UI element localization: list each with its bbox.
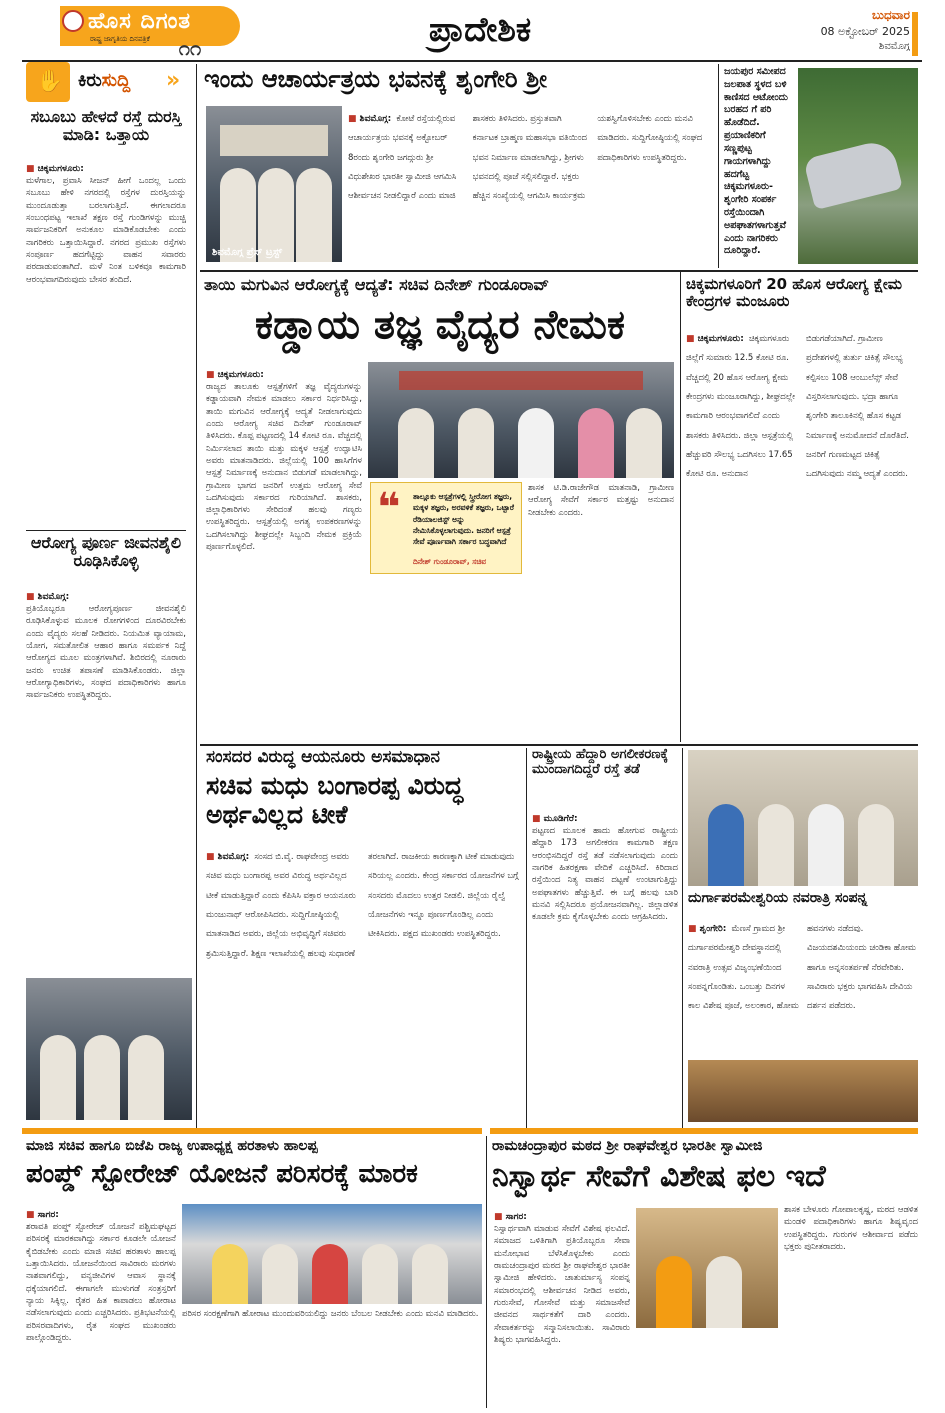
bottom-left-headline[interactable]: ಪಂಪ್ಡ್ ಸ್ಟೋರೇಜ್ ಯೋಜನೆ ಪರಿಸರಕ್ಕೆ ಮಾರಕ [26, 1160, 418, 1189]
madhu-headline[interactable]: ಸಚಿವ ಮಧು ಬಂಗಾರಪ್ಪ ವಿರುದ್ಧ ಅರ್ಥವಿಲ್ಲದ ಟೀಕೆ [206, 772, 464, 829]
dateline: ■ ಶಿವಮೊಗ್ಗ: [26, 592, 69, 602]
dateline: ■ ಚಿಕ್ಕಮಗಳೂರು: [26, 164, 84, 174]
kiru-suffix: ಸುದ್ದಿ [101, 70, 131, 91]
dateline: ■ ಸಾಗರ: [26, 1210, 59, 1220]
quote-card [370, 482, 522, 574]
column-divider [718, 64, 719, 268]
bottom-rule-left [22, 1128, 482, 1134]
edition-city: ಶಿವಮೊಗ್ಗ [878, 41, 910, 52]
quote-attribution: ದಿನೇಶ್ ಗುಂಡೂರಾವ್, ಸಚಿವ [413, 557, 487, 566]
chevron-right-icon: » [166, 68, 181, 93]
highway-headline[interactable]: ರಾಷ್ಟ್ರೀಯ ಹೆದ್ದಾರಿ ಅಗಲೀಕರಣಕ್ಕೆ ಮುಂದಾಗದಿದ್ದರೆ ರಸ್ತೆ ತಡೆ [532, 748, 669, 777]
bottom-left-body-continued: ಪರಿಸರ ಸಂರಕ್ಷಣೆಗಾಗಿ ಹೋರಾಟ ಮುಂದುವರಿಯಲಿದ್ದು ಜನರು ಬೆಂಬಲ ನೀಡಬೇಕು ಎಂದು ಮನವಿ ಮಾಡಿದರು. [182, 1309, 479, 1319]
protest-photo [182, 1204, 482, 1304]
hand-icon: ✋ [26, 62, 70, 102]
col1-story2-headline[interactable]: ಆರೋಗ್ಯ ಪೂರ್ಣ ಜೀವನಶೈಲಿ ರೂಢಿಸಿಕೊಳ್ಳಿ [30, 534, 182, 571]
lead-body-col3: ಶಾಸಕ ಟಿ.ಡಿ.ರಾಜೇಗೌಡ ಮಾತನಾಡಿ, ಗ್ರಾಮೀಣ ಆರೋಗ್ಯ ಸೇವೆಗೆ ಸರ್ಕಾರ ಮತ್ತಷ್ಟು ಅನುದಾನ ನೀಡಬೇಕು ಎಂದರು. [528, 483, 674, 518]
issue-date: 08 ಅಕ್ಟೋಬರ್ 2025 [820, 25, 910, 38]
durga-felicitation-photo [688, 750, 918, 886]
side-brief[interactable]: ಜಯಪುರ ಸಮೀಪದ ಜಲಪಾತ ಸ್ಥಳದ ಬಳಿ ಕಾಣಿಸದ ಆಟೋಂದು ಬರಹದ ಗೆ ಪರಿ ಹೊಡೆದಿದೆ. ಪ್ರಯಾಣಿಕರಿಗೆ ಸಣ್ಣಪುಟ್ಟ ಗಾಯಗಳಾಗಿದ್ದು ಹದಗೆಟ್ಟ ಚಿಕ್ಕಮಗಳೂರು-ಶೃಂಗೇರಿ ಸಂಪರ್ಕ ರಸ್ತೆಯಿಂದಾಗಿ ಅಪಘಾತಗಳಾಗುತ್ತವೆ ಎಂದು ನಾಗರಿಕರು ದೂರಿದ್ದಾರೆ. [724, 66, 788, 257]
weekday: ಬುಧವಾರ [872, 8, 910, 22]
column-divider [486, 1136, 487, 1408]
bottom-right-body-continued: ಶಾಸಕ ಬೇಳೂರು ಗೋಪಾಲಕೃಷ್ಣ, ಮಠದ ಆಡಳಿತ ಮಂಡಳಿ ಪದಾಧಿಕಾರಿಗಳು ಹಾಗೂ ಶಿಷ್ಯವೃಂದ ಉಪಸ್ಥಿತರಿದ್ದರು. ಗುರುಗಳ ಆಶೀರ್ವಾದ ಪಡೆದು ಭಕ್ತರು ಪುನೀತರಾದರು. [784, 1205, 918, 1252]
column-divider [682, 748, 683, 1128]
health-camp-photo [26, 978, 192, 1120]
top-story-body: ■ ಶಿವಮೊಗ್ಗ: ಕೋಟೆ ರಸ್ತೆಯಲ್ಲಿರುವ ಆಚಾರ್ಯತ್ರಯ ಭವನಕ್ಕೆ ಅಕ್ಟೋಬರ್ 8ರಂದು ಶೃಂಗೇರಿ ಜಗದ್ಗುರು ಶ್ರೀ ವಿಧುಶೇಖರ ಭಾರತೀ ಸ್ವಾಮೀಜಿ ಆಗಮಿಸಿ ಆಶೀರ್ವಚನ ನೀಡಲಿದ್ದಾರೆ ಎಂದು ಮಾಜಿ ಶಾಸಕರು ತಿಳಿಸಿದರು. ಪ್ರಸ್ತುತವಾಗಿ ಕರ್ನಾಟಕ ಬ್ರಾಹ್ಮಣ ಮಹಾಸಭಾ ವತಿಯಿಂದ ಭವನ ನಿರ್ಮಾಣ ಮಾಡಲಾಗಿದ್ದು, ಶ್ರೀಗಳು ಭವನದಲ್ಲಿ ಪೂಜೆ ಸಲ್ಲಿಸಲಿದ್ದಾರೆ. ಭಕ್ತರು ಹೆಚ್ಚಿನ ಸಂಖ್ಯೆಯಲ್ಲಿ ಆಗಮಿಸಿ ಕಾರ್ಯಕ್ರಮ ಯಶಸ್ವಿಗೊಳಿಸಬೇಕು ಎಂದು ಮನವಿ ಮಾಡಿದರು. ಸುದ್ದಿಗೋಷ್ಠಿಯಲ್ಲಿ ಸಂಘದ ಪದಾಧಿಕಾರಿಗಳು ಉಪಸ್ಥಿತರಿದ್ದರು. [348, 106, 714, 264]
lead-kicker: ತಾಯಿ ಮಗುವಿನ ಆರೋಗ್ಯಕ್ಕೆ ಆದ್ಯತೆ: ಸಚಿವ ದಿನೇಶ್ ಗುಂಡೂರಾವ್ [204, 276, 549, 294]
right-story-body: ■ ಚಿಕ್ಕಮಗಳೂರು: ಚಿಕ್ಕಮಗಳೂರು ಜಿಲ್ಲೆಗೆ ಸುಮಾರು 12.5 ಕೋಟಿ ರೂ. ವೆಚ್ಚದಲ್ಲಿ 20 ಹೊಸ ಆರೋಗ್ಯ ಕ್ಷೇಮ ಕೇಂದ್ರಗಳು ಮಂಜೂರಾಗಿದ್ದು, ಶೀಘ್ರದಲ್ಲೇ ಕಾಮಗಾರಿ ಆರಂಭವಾಗಲಿದೆ ಎಂದು ಶಾಸಕರು ತಿಳಿಸಿದರು. ಜಿಲ್ಲಾ ಆಸ್ಪತ್ರೆಯಲ್ಲಿ ಹೆಚ್ಚುವರಿ ಸೌಲಭ್ಯ ಒದಗಿಸಲು 17.65 ಕೋಟಿ ರೂ. ಅನುದಾನ ಬಿಡುಗಡೆಯಾಗಿದೆ. ಗ್ರಾಮೀಣ ಪ್ರದೇಶಗಳಲ್ಲಿ ತುರ್ತು ಚಿಕಿತ್ಸೆ ಸೌಲಭ್ಯ ಕಲ್ಪಿಸಲು 108 ಆಂಬುಲೆನ್ಸ್ ಸೇವೆ ವಿಸ್ತರಿಸಲಾಗುವುದು. ಭದ್ರಾ ಹಾಗೂ ಶೃಂಗೇರಿ ತಾಲೂಕಿನಲ್ಲಿ ಹೊಸ ಕಟ್ಟಡ ನಿರ್ಮಾಣಕ್ಕೆ ಅನುಮೋದನೆ ದೊರೆತಿದೆ. ಜನರಿಗೆ ಗುಣಮಟ್ಟದ ಚಿಕಿತ್ಸೆ ಒದಗಿಸುವುದು ನಮ್ಮ ಆದ್ಯತೆ ಎಂದರು. [686, 326, 918, 736]
kiru-suddi-badge [26, 62, 186, 102]
press-meet-photo [206, 106, 342, 262]
column-divider [526, 748, 527, 1128]
dateline: ■ ಚಿಕ್ಕಮಗಳೂರು: [686, 334, 744, 344]
page-number: ೧೧ [178, 36, 202, 58]
dateline: ■ ಶೃಂಗೇರಿ: [688, 924, 726, 934]
quote-text: ತಾಲ್ಲೂಕು ಆಸ್ಪತ್ರೆಗಳಲ್ಲಿ ಸ್ತ್ರೀರೋಗ ತಜ್ಞರು, ಮಕ್ಕಳ ತಜ್ಞರು, ಅರವಳಿಕೆ ತಜ್ಞರು, ಒಟ್ಟಾರೆ ರೆಡಿಯಾಲಜಿಸ್ಟ್ ಅನ್ನು ನೇಮಿಸಿಕೊಳ್ಳಲಾಗುವುದು. ಜನರಿಗೆ ಆಸ್ಪತ್ರೆ ಸೇವೆ ಪೂರ್ಣವಾಗಿ ಸರ್ಕಾರ ಬದ್ಧವಾಗಿದೆ [413, 492, 514, 546]
masthead-name: ಹೊಸ ದಿಗಂತ [88, 9, 192, 34]
bottom-left-kicker: ಮಾಜಿ ಸಚಿವ ಹಾಗೂ ಬಿಜೆಪಿ ರಾಜ್ಯ ಉಪಾಧ್ಯಕ್ಷ ಹರತಾಳು ಹಾಲಪ್ಪ [26, 1138, 318, 1154]
col1-story1-headline[interactable]: ಸಬೂಬು ಹೇಳದೆ ರಸ್ತೆ ದುರಸ್ತಿ ಮಾಡಿ: ಒತ್ತಾಯ [30, 108, 182, 145]
col1-story1-body: ■ ಚಿಕ್ಕಮಗಳೂರು: ಮಳೆಗಾಲ, ಪ್ರವಾಸಿ ಸೀಜನ್ ಹೀಗೆ ಒಂದಲ್ಲ ಒಂದು ಸಬೂಬು ಹೇಳಿ ನಗರದಲ್ಲಿ ರಸ್ತೆಗಳ ದುರಸ್ತಿಯನ್ನು ಮುಂದೂಡುತ್ತಾ ಬರಲಾಗುತ್ತಿದೆ. ಈಗಲಾದರೂ ಸಂಬಂಧಪಟ್ಟ ಇಲಾಖೆ ತಕ್ಷಣ ರಸ್ತೆ ಗುಂಡಿಗಳನ್ನು ಮುಚ್ಚಿ ಸಾರ್ವಜನಿಕರಿಗೆ ಅನುಕೂಲ ಮಾಡಿಕೊಡಬೇಕು ಎಂದು ನಾಗರಿಕರು ಒತ್ತಾಯಿಸಿದ್ದಾರೆ. ನಗರದ ಪ್ರಮುಖ ರಸ್ತೆಗಳು ಸಂಪೂರ್ಣ ಹದಗೆಟ್ಟಿದ್ದು ವಾಹನ ಸವಾರರು ಪರದಾಡುವಂತಾಗಿದೆ. ಮಳೆ ನಿಂತ ಬಳಿಕವೂ ಕಾಮಗಾರಿ ಆರಂಭವಾಗದಿರುವುದು ಬೇಸರ ತಂದಿದೆ. [26, 156, 186, 526]
divider [26, 530, 186, 531]
section-title: ಪ್ರಾದೇಶಿಕ [428, 10, 532, 50]
kiru-prefix: ಕಿರು [78, 70, 102, 91]
dateline: ■ ಮೂಡಿಗೆರೆ: [532, 814, 578, 824]
lead-headline[interactable]: ಕಡ್ಡಾಯ ತಜ್ಞ ವೈದ್ಯರ ನೇಮಕ [255, 302, 625, 348]
durga-body: ■ ಶೃಂಗೇರಿ: ಮೆಣಸೆ ಗ್ರಾಮದ ಶ್ರೀ ದುರ್ಗಾಪರಮೇಶ್ವರಿ ದೇವಸ್ಥಾನದಲ್ಲಿ ನವರಾತ್ರಿ ಉತ್ಸವ ವಿಜೃಂಭಣೆಯಿಂದ ಸಂಪನ್ನಗೊಂಡಿತು. ಒಂಬತ್ತು ದಿನಗಳ ಕಾಲ ವಿಶೇಷ ಪೂಜೆ, ಅಲಂಕಾರ, ಹೋಮ ಹವನಗಳು ನಡೆದವು. ವಿಜಯದಶಮಿಯಂದು ಚಂಡಿಕಾ ಹೋಮ ಹಾಗೂ ಅನ್ನಸಂತರ್ಪಣೆ ನೆರವೇರಿತು. ಸಾವಿರಾರು ಭಕ್ತರು ಭಾಗವಹಿಸಿ ದೇವಿಯ ದರ್ಶನ ಪಡೆದರು. [688, 916, 918, 1056]
hospital-inauguration-photo [368, 362, 674, 478]
temple-ritual-photo [688, 1060, 918, 1122]
bottom-right-headline[interactable]: ನಿಸ್ವಾರ್ಥ ಸೇವೆಗೆ ವಿಶೇಷ ಫಲ ಇದೆ [492, 1160, 826, 1194]
dateline: ■ ಶಿವಮೊಗ್ಗ: [206, 852, 249, 862]
date-accent-bar [912, 12, 918, 56]
swamiji-photo [636, 1208, 778, 1328]
bottom-right-kicker: ರಾಮಚಂದ್ರಾಪುರ ಮಠದ ಶ್ರೀ ರಾಘವೇಶ್ವರ ಭಾರತೀ ಸ್ವಾಮೀಜಿ [492, 1138, 763, 1154]
quote-mark-icon: ❝ [377, 485, 401, 531]
dateline: ■ ಚಿಕ್ಕಮಗಳೂರು: [206, 370, 264, 380]
date-box [770, 8, 910, 60]
lamp-logo-icon [62, 10, 84, 32]
madhu-body: ■ ಶಿವಮೊಗ್ಗ: ಸಂಸದ ಬಿ.ವೈ. ರಾಘವೇಂದ್ರ ಅವರು ಸಚಿವ ಮಧು ಬಂಗಾರಪ್ಪ ಅವರ ವಿರುದ್ಧ ಅರ್ಥವಿಲ್ಲದ ಟೀಕೆ ಮಾಡುತ್ತಿದ್ದಾರೆ ಎಂದು ಕೆಪಿಸಿಸಿ ವಕ್ತಾರ ಆಯನೂರು ಮಂಜುನಾಥ್ ಆರೋಪಿಸಿದರು. ಸುದ್ದಿಗೋಷ್ಠಿಯಲ್ಲಿ ಮಾತನಾಡಿದ ಅವರು, ಜಿಲ್ಲೆಯ ಅಭಿವೃದ್ಧಿಗೆ ಸಚಿವರು ಶ್ರಮಿಸುತ್ತಿದ್ದಾರೆ. ಶಿಕ್ಷಣ ಇಲಾಖೆಯಲ್ಲಿ ಹಲವು ಸುಧಾರಣೆ ತರಲಾಗಿದೆ. ರಾಜಕೀಯ ಕಾರಣಕ್ಕಾಗಿ ಟೀಕೆ ಮಾಡುವುದು ಸರಿಯಲ್ಲ ಎಂದರು. ಕೇಂದ್ರ ಸರ್ಕಾರದ ಯೋಜನೆಗಳ ಬಗ್ಗೆ ಸಂಸದರು ಮೊದಲು ಉತ್ತರ ನೀಡಲಿ. ಜಿಲ್ಲೆಯ ರೈಲ್ವೆ ಯೋಜನೆಗಳು ಇನ್ನೂ ಪೂರ್ಣಗೊಂಡಿಲ್ಲ ಎಂದು ಟೀಕಿಸಿದರು. ಪಕ್ಷದ ಮುಖಂಡರು ಉಪಸ್ಥಿತರಿದ್ದರು. [206, 844, 522, 1126]
masthead-tagline: ರಾಷ್ಟ್ರ ಜಾಗೃತಿಯ ದಿನಪತ್ರಿಕೆ [90, 35, 150, 43]
column-divider [680, 272, 681, 742]
bottom-left-body: ■ ಸಾಗರ: ಶರಾವತಿ ಪಂಪ್ಡ್ ಸ್ಟೋರೇಜ್ ಯೋಜನೆ ಪಶ್ಚಿಮಘಟ್ಟದ ಪರಿಸರಕ್ಕೆ ಮಾರಕವಾಗಿದ್ದು ಸರ್ಕಾರ ಕೂಡಲೇ ಯೋಜನೆ ಕೈಬಿಡಬೇಕು ಎಂದು ಮಾಜಿ ಸಚಿವ ಹರತಾಳು ಹಾಲಪ್ಪ ಒತ್ತಾಯಿಸಿದರು. ಯೋಜನೆಯಿಂದ ಸಾವಿರಾರು ಮರಗಳು ನಾಶವಾಗಲಿದ್ದು, ವನ್ಯಜೀವಿಗಳ ಆವಾಸ ಸ್ಥಾನಕ್ಕೆ ಧಕ್ಕೆಯಾಗಲಿದೆ. ಈಗಾಗಲೇ ಮುಳುಗಡೆ ಸಂತ್ರಸ್ತರಿಗೆ ನ್ಯಾಯ ಸಿಕ್ಕಿಲ್ಲ. ರೈತರ ಹಿತ ಕಾಪಾಡಲು ಹೋರಾಟ ನಡೆಸಲಾಗುವುದು ಎಂದು ಎಚ್ಚರಿಸಿದರು. ಪ್ರತಿಭಟನೆಯಲ್ಲಿ ಪರಿಸರವಾದಿಗಳು, ರೈತ ಸಂಘದ ಮುಖಂಡರು ಪಾಲ್ಗೊಂಡಿದ್ದರು. [26, 1202, 176, 1408]
section-rule [200, 270, 918, 272]
dateline: ■ ಸಾಗರ: [494, 1212, 527, 1222]
madhu-kicker: ಸಂಸದರ ವಿರುದ್ಧ ಆಯನೂರು ಅಸಮಾಧಾನ [206, 748, 440, 767]
top-story-headline[interactable]: ಇಂದು ಆಚಾರ್ಯತ್ರಯ ಭವನಕ್ಕೆ ಶೃಂಗೇರಿ ಶ್ರೀ [204, 66, 548, 93]
durga-headline[interactable]: ದುರ್ಗಾಪರಮೇಶ್ವರಿಯ ನವರಾತ್ರಿ ಸಂಪನ್ನ [688, 890, 868, 906]
dateline: ■ ಶಿವಮೊಗ್ಗ: [348, 114, 391, 124]
bottom-right-body: ■ ಸಾಗರ: ನಿಸ್ವಾರ್ಥವಾಗಿ ಮಾಡುವ ಸೇವೆಗೆ ವಿಶೇಷ ಫಲವಿದೆ. ಸಮಾಜದ ಒಳಿತಿಗಾಗಿ ಪ್ರತಿಯೊಬ್ಬರೂ ಸೇವಾ ಮನೋಭಾವ ಬೆಳೆಸಿಕೊಳ್ಳಬೇಕು ಎಂದು ರಾಮಚಂದ್ರಾಪುರ ಮಠದ ಶ್ರೀ ರಾಘವೇಶ್ವರ ಭಾರತೀ ಸ್ವಾಮೀಜಿ ಹೇಳಿದರು. ಚಾತುರ್ಮಾಸ್ಯ ಸಂಪನ್ನ ಸಮಾರಂಭದಲ್ಲಿ ಆಶೀರ್ವಚನ ನೀಡಿದ ಅವರು, ಗುರುಸೇವೆ, ಗೋಸೇವೆ ಮತ್ತು ಸಮಾಜಸೇವೆ ಜೀವನದ ಸಾರ್ಥಕತೆಗೆ ದಾರಿ ಎಂದರು. ಸೇವಾಕರ್ತರನ್ನು ಸನ್ಮಾನಿಸಲಾಯಿತು. ಸಾವಿರಾರು ಶಿಷ್ಯರು ಭಾಗವಹಿಸಿದ್ದರು. [494, 1204, 630, 1408]
photo-caption: ಶಿವಮೊಗ್ಗ ಪ್ರೆಸ್ ಟ್ರಸ್ಟ್ [212, 247, 283, 258]
lead-body-col1: ■ ಚಿಕ್ಕಮಗಳೂರು: ರಾಜ್ಯದ ತಾಲೂಕು ಆಸ್ಪತ್ರೆಗಳಿಗೆ ತಜ್ಞ ವೈದ್ಯರುಗಳನ್ನು ಕಡ್ಡಾಯವಾಗಿ ನೇಮಕ ಮಾಡಲು ಸರ್ಕಾರ ನಿರ್ಧರಿಸಿದ್ದು, ತಾಯಿ ಮಗುವಿನ ಆರೋಗ್ಯಕ್ಕೆ ಆದ್ಯತೆ ನೀಡಲಾಗುವುದು ಎಂದು ಆರೋಗ್ಯ ಸಚಿವ ದಿನೇಶ್ ಗುಂಡೂರಾವ್ ತಿಳಿಸಿದರು. ಕೊಪ್ಪ ಪಟ್ಟಣದಲ್ಲಿ 14 ಕೋಟಿ ರೂ. ವೆಚ್ಚದಲ್ಲಿ ನಿರ್ಮಿಸಲಾದ ತಾಯಿ ಮತ್ತು ಮಕ್ಕಳ ಆಸ್ಪತ್ರೆ ಉದ್ಘಾಟಿಸಿ ಅವರು ಮಾತನಾಡಿದರು. ಜಿಲ್ಲೆಯಲ್ಲಿ 100 ಹಾಸಿಗೆಗಳ ಆಸ್ಪತ್ರೆ ನಿರ್ಮಾಣಕ್ಕೆ ಅನುದಾನ ಬಿಡುಗಡೆ ಮಾಡಲಾಗಿದ್ದು, ಗ್ರಾಮೀಣ ಭಾಗದ ಜನರಿಗೆ ಉತ್ತಮ ಆರೋಗ್ಯ ಸೇವೆ ಒದಗಿಸುವುದು ಸರ್ಕಾರದ ಗುರಿಯಾಗಿದೆ. ಶಾಸಕರು, ಜಿಲ್ಲಾಧಿಕಾರಿಗಳು ಸೇರಿದಂತೆ ಹಲವು ಗಣ್ಯರು ಉಪಸ್ಥಿತರಿದ್ದರು. ಆಸ್ಪತ್ರೆಯಲ್ಲಿ ಅಗತ್ಯ ಉಪಕರಣಗಳನ್ನು ಒದಗಿಸಲಾಗಿದ್ದು ಶೀಘ್ರದಲ್ಲೇ ಸಿಬ್ಬಂದಿ ನೇಮಕ ಪ್ರಕ್ರಿಯೆ ಪೂರ್ಣಗೊಳ್ಳಲಿದೆ. [206, 362, 362, 762]
col1-story2-body: ■ ಶಿವಮೊಗ್ಗ: ಪ್ರತಿಯೊಬ್ಬರೂ ಆರೋಗ್ಯಪೂರ್ಣ ಜೀವನಶೈಲಿ ರೂಢಿಸಿಕೊಳ್ಳುವ ಮೂಲಕ ರೋಗಗಳಿಂದ ದೂರವಿರಬೇಕು ಎಂದು ವೈದ್ಯರು ಸಲಹೆ ನೀಡಿದರು. ನಿಯಮಿತ ವ್ಯಾಯಾಮ, ಯೋಗ, ಸಮತೋಲಿತ ಆಹಾರ ಹಾಗೂ ಸಮರ್ಪಕ ನಿದ್ದೆ ಆರೋಗ್ಯದ ಮೂಲ ಮಂತ್ರಗಳಾಗಿವೆ. ಶಿಬಿರದಲ್ಲಿ ನೂರಾರು ಜನರು ಉಚಿತ ತಪಾಸಣೆ ಮಾಡಿಸಿಕೊಂಡರು. ಜಿಲ್ಲಾ ಆರೋಗ್ಯಾಧಿಕಾರಿಗಳು, ಸಂಘದ ಪದಾಧಿಕಾರಿಗಳು ಹಾಗೂ ಸಾರ್ವಜನಿಕರು ಉಪಸ್ಥಿತರಿದ್ದರು. [26, 584, 186, 974]
highway-body: ■ ಮೂಡಿಗೆರೆ: ಪಟ್ಟಣದ ಮೂಲಕ ಹಾದು ಹೋಗುವ ರಾಷ್ಟ್ರೀಯ ಹೆದ್ದಾರಿ 173 ಅಗಲೀಕರಣ ಕಾಮಗಾರಿ ತಕ್ಷಣ ಆರಂಭಿಸದಿದ್ದರೆ ರಸ್ತೆ ತಡೆ ನಡೆಸಲಾಗುವುದು ಎಂದು ನಾಗರಿಕ ಹಿತರಕ್ಷಣಾ ವೇದಿಕೆ ಎಚ್ಚರಿಸಿದೆ. ಕಿರಿದಾದ ರಸ್ತೆಯಿಂದ ನಿತ್ಯ ವಾಹನ ದಟ್ಟಣೆ ಉಂಟಾಗುತ್ತಿದ್ದು ಅಪಘಾತಗಳು ಹೆಚ್ಚುತ್ತಿವೆ. ಈ ಬಗ್ಗೆ ಹಲವು ಬಾರಿ ಮನವಿ ಸಲ್ಲಿಸಿದರೂ ಪ್ರಯೋಜನವಾಗಿಲ್ಲ. ಜಿಲ್ಲಾಡಳಿತ ಕೂಡಲೇ ಕ್ರಮ ಕೈಗೊಳ್ಳಬೇಕು ಎಂದು ಆಗ್ರಹಿಸಿದರು. [532, 806, 678, 1126]
column-divider [196, 64, 197, 1134]
accident-car-photo [798, 68, 918, 264]
right-story-headline[interactable]: ಚಿಕ್ಕಮಗಳೂರಿಗೆ 20 ಹೊಸ ಆರೋಗ್ಯ ಕ್ಷೇಮ ಕೇಂದ್ರಗಳ ಮಂಜೂರು [686, 276, 903, 311]
bottom-rule-right [490, 1128, 918, 1134]
section-rule [200, 744, 918, 746]
